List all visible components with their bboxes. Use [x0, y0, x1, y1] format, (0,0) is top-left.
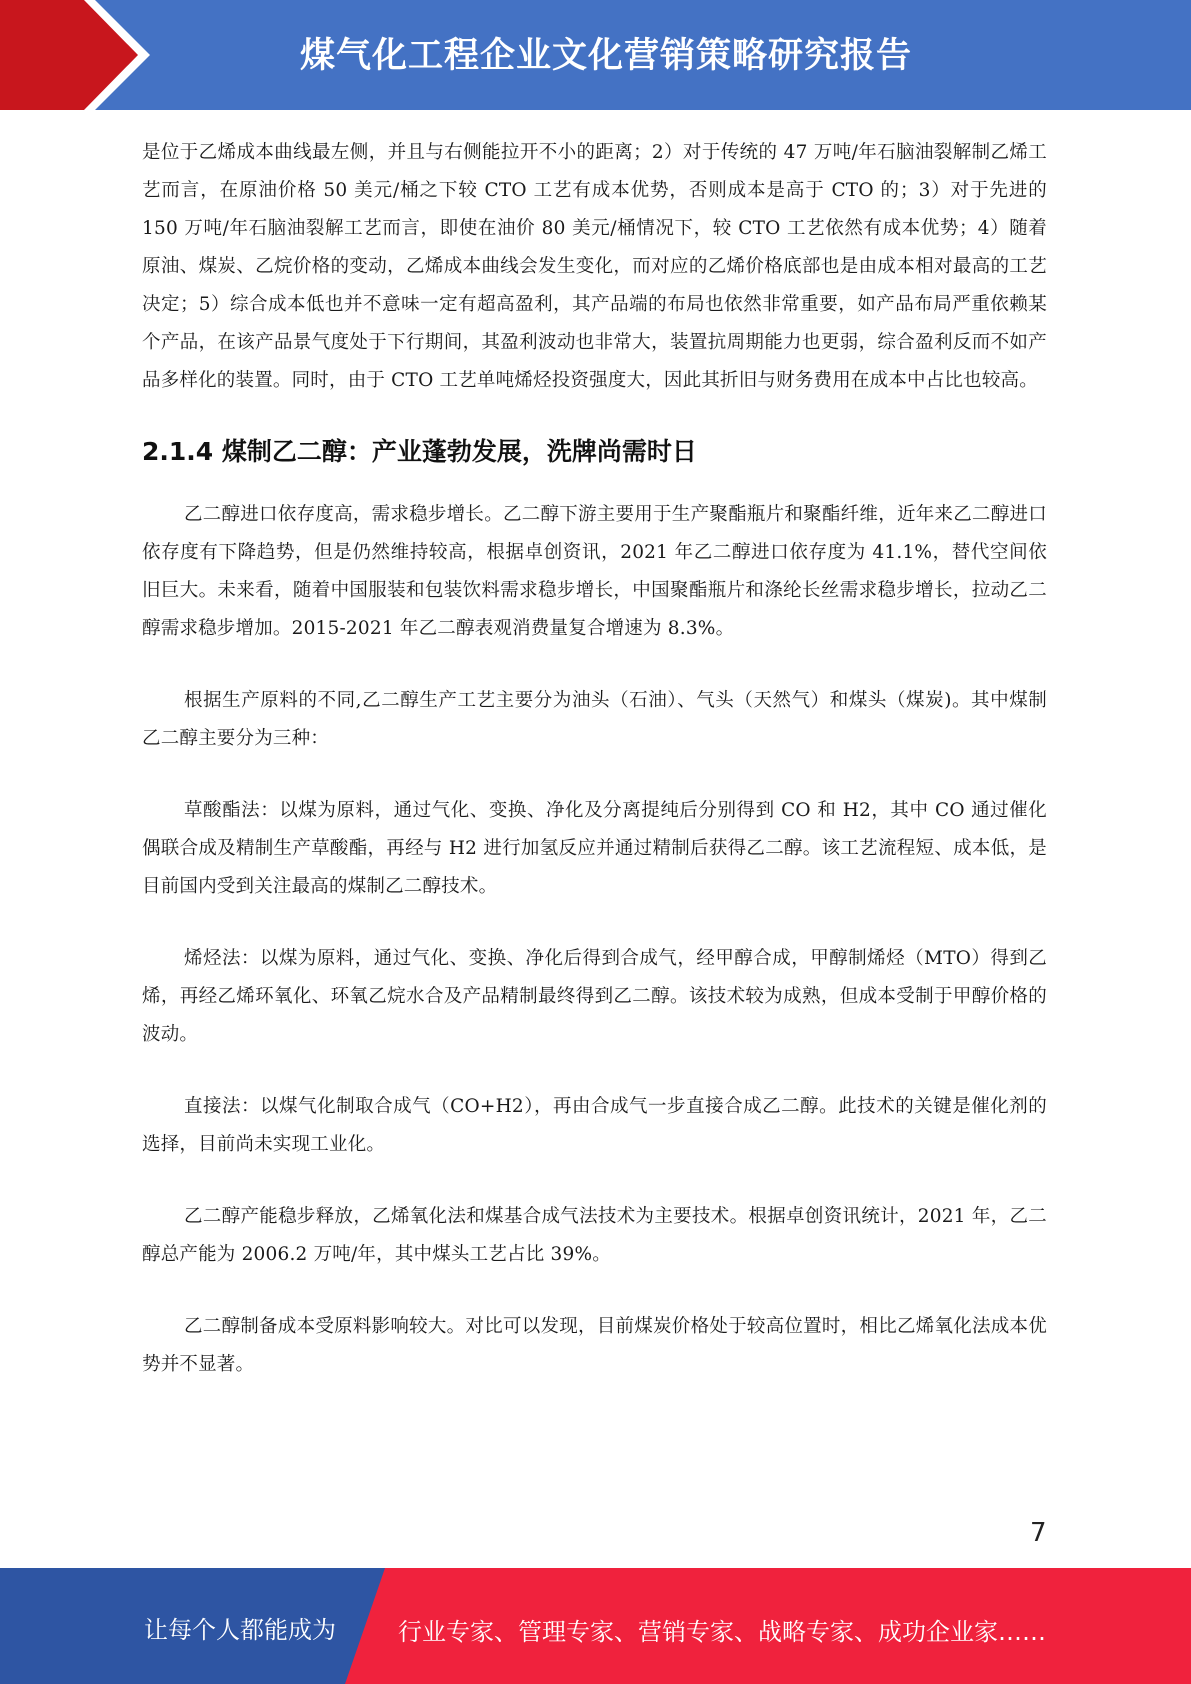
- paragraph-cost: 乙二醇制备成本受原料影响较大。对比可以发现，目前煤炭价格处于较高位置时，相比乙烯氧化法成本优势并不显著。: [142, 1316, 1047, 1375]
- paragraph-oxalate-method: 草酸酯法：以煤为原料，通过气化、变换、净化及分离提纯后分别得到 CO 和 H2，其中 CO 通过催化偶联合成及精制生产草酸酯，再经与 H2 进行加氢反应并通过精制后获得乙二醇。该工艺流程短、成本低，是目前国内受到关注最高的煤制乙二醇技术。: [142, 800, 1047, 897]
- section-heading: 2.1.4 煤制乙二醇：产业蓬勃发展，洗牌尚需时日: [142, 437, 697, 466]
- footer-slogan-left: 让每个人都能成为: [144, 1616, 336, 1644]
- paragraph-direct-method: 直接法：以煤气化制取合成气（CO+H2），再由合成气一步直接合成乙二醇。此技术的关键是催化剂的选择，目前尚未实现工业化。: [142, 1096, 1047, 1155]
- footer-slogan-right: 行业专家、管理专家、营销专家、战略专家、成功企业家……: [398, 1618, 1046, 1646]
- header-arrow-icon: [0, 0, 140, 110]
- document-body: [142, 134, 1047, 1384]
- intro-paragraph: 是位于乙烯成本曲线最左侧，并且与右侧能拉开不小的距离；2）对于传统的 47 万吨/年石脑油裂解制乙烯工艺而言，在原油价格 50 美元/桶之下较 CTO 工艺有成本优势，否则成本是高于 CTO 的；3）对于先进的 150 万吨/年石脑油裂解工艺而言，即使在油价 80 美元/桶情况下，较 CTO 工艺依然有成本优势；4）随着原油、煤炭、乙烷价格的变动，乙烯成本曲线会发生变化，而对应的乙烯价格底部也是由成本相对最高的工艺决定；5）综合成本低也并不意味一定有超高盈利，其产品端的布局也依然非常重要，如产品布局严重依赖某个产品，在该产品景气度处于下行期间，其盈利波动也非常大，装置抗周期能力也更弱，综合盈利反而不如产品多样化的装置。同时，由于 CTO 工艺单吨烯烃投资强度大，因此其折旧与财务费用在成本中占比也较高。: [142, 142, 1047, 391]
- page-header: [0, 0, 1191, 110]
- paragraph-production-routes: 根据生产原料的不同,乙二醇生产工艺主要分为油头（石油）、气头（天然气）和煤头（煤炭)。其中煤制乙二醇主要分为三种：: [142, 690, 1047, 749]
- paragraph-capacity: 乙二醇产能稳步释放，乙烯氧化法和煤基合成气法技术为主要技术。根据卓创资讯统计，2021 年，乙二醇总产能为 2006.2 万吨/年，其中煤头工艺占比 39%。: [142, 1206, 1047, 1265]
- report-title: 煤气化工程企业文化营销策略研究报告: [300, 36, 913, 76]
- paragraph-olefin-method: 烯烃法：以煤为原料，通过气化、变换、净化后得到合成气，经甲醇合成，甲醇制烯烃（MTO）得到乙烯，再经乙烯环氧化、环氧乙烷水合及产品精制最终得到乙二醇。该技术较为成熟，但成本受制于甲醇价格的波动。: [142, 948, 1047, 1045]
- page-footer: [0, 1568, 1191, 1684]
- paragraph-import-dependency: 乙二醇进口依存度高，需求稳步增长。乙二醇下游主要用于生产聚酯瓶片和聚酯纤维，近年来乙二醇进口依存度有下降趋势，但是仍然维持较高，根据卓创资讯，2021 年乙二醇进口依存度为 41.1%，替代空间依旧巨大。未来看，随着中国服装和包装饮料需求稳步增长，中国聚酯瓶片和涤纶长丝需求稳步增长，拉动乙二醇需求稳步增加。2015-2021 年乙二醇表观消费量复合增速为 8.3%。: [142, 504, 1047, 639]
- page-number: 7: [1030, 1518, 1047, 1548]
